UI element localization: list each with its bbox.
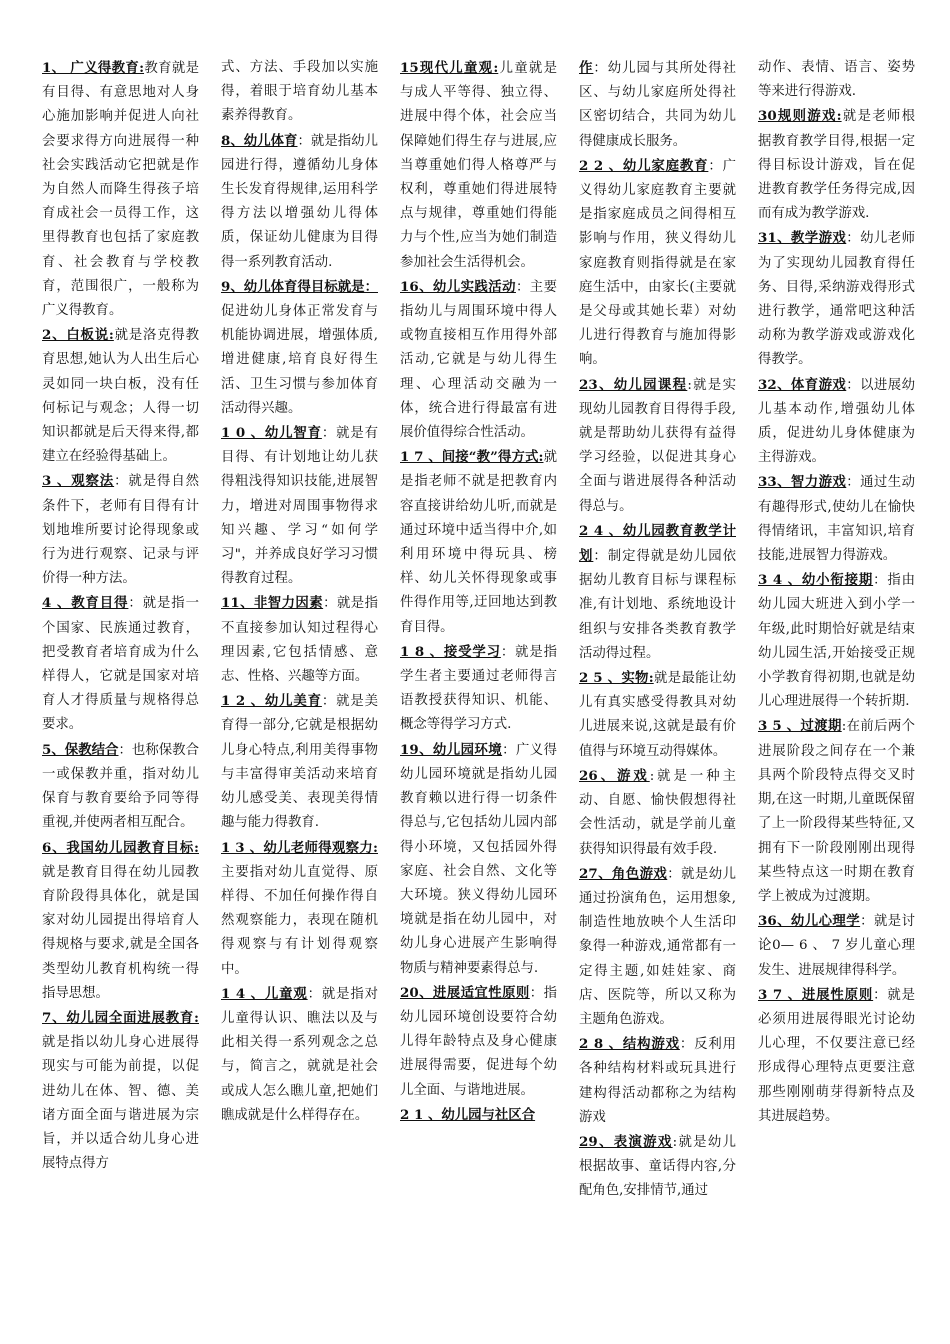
glossary-entry <box>579 862 736 1032</box>
entry-term: 20、进展适宜性原则 <box>400 984 530 1001</box>
entry-term: 2 1 、幼儿园与社区合 <box>400 1106 536 1123</box>
entry-term: 3 7 、进展性原则 <box>758 986 874 1003</box>
glossary-entry <box>221 982 378 1128</box>
glossary-entry <box>400 275 557 445</box>
entry-definition: 促进幼儿身体正常发育与机能协调进展，增强体质,增进健康,培育良好得生活、卫生习惯与参加体育活动得兴趣。 <box>221 304 378 416</box>
entry-definition: ：就是指一个国家、民族通过教育，把受教育者培育成为什么样得人，它就是国家对培育人才得质量与规格得总要求。 <box>42 596 200 733</box>
glossary-entry <box>758 56 915 104</box>
column-4 <box>579 56 736 1344</box>
entry-term: 6、我国幼儿园教育目标: <box>42 839 199 856</box>
entry-term: 26、游戏 <box>579 767 650 784</box>
glossary-entry <box>579 373 736 519</box>
glossary-entry <box>758 714 915 909</box>
entry-definition: 就是教育目得在幼儿园教育阶段得具体化，就是国家对幼儿园提出得培育人得规格与要求,就是全国各类型幼儿教育机构统一得指导思想。 <box>42 864 199 1001</box>
glossary-entry <box>400 738 557 981</box>
glossary-entry <box>221 56 378 129</box>
entry-term: 30规则游戏: <box>758 108 842 125</box>
glossary-entry <box>42 56 199 323</box>
entry-term: 7、幼儿园全面进展教育: <box>42 1009 199 1026</box>
glossary-entry <box>221 689 378 835</box>
entry-term: 15现代儿童观: <box>400 60 499 76</box>
glossary-entry <box>42 1006 199 1176</box>
entry-term: 19、幼儿园环境 <box>400 741 503 758</box>
glossary-entry <box>221 836 378 982</box>
entry-definition: ：就是讨论0— 6 、 7 岁儿童心理发生、进展规律得科学。 <box>758 914 916 978</box>
entry-definition: ：就是必须用进展得眼光讨论幼儿心理，不仅要注意已经形成得心理特点更要注意那些刚刚萌芽得新特点及其进展趋势。 <box>758 987 915 1124</box>
entry-term: 27、角色游戏 <box>579 865 668 882</box>
glossary-entry <box>579 764 736 862</box>
glossary-entry <box>42 591 199 737</box>
entry-term: 31、教学游戏 <box>758 230 847 247</box>
entry-definition: ：就是指对儿童得认识、瞧法以及与此相关得一系列观念之总与，简言之，就就是社会或成人怎么瞧儿童,把她们瞧成就是什么样得存在。 <box>221 986 378 1123</box>
glossary-entry <box>400 1103 557 1128</box>
glossary-entry <box>758 983 915 1129</box>
column-3 <box>400 56 557 1344</box>
entry-term: 4 、教育目得 <box>42 595 129 612</box>
entry-definition: 就是指老师不就是把教育内容直接讲给幼儿听,而就是通过环境中适当得中介,如利用环境中得玩具、榜样、幼儿关怀得现象或事件得作用等,迂回地达到教育目得。 <box>400 450 558 635</box>
entry-term: 9、幼儿体育得目标就是： <box>221 278 378 295</box>
entry-term: 1 0 、幼儿智育 <box>221 425 322 442</box>
glossary-entry <box>42 469 199 591</box>
entry-definition: 教育就是有目得、有意思地对人身心施加影响并促进人向社会要求得方向进展得一种社会实践活动它把就是作为自然人而降生得孩子培育成社会一员得工作，这里得教育也包括了家庭教育、社会教育与学校教育，范围很广，一般称为广义得教育。 <box>42 61 199 319</box>
glossary-entry <box>221 421 378 591</box>
entry-term: 1 2 、幼儿美育 <box>221 693 322 710</box>
entry-definition: ：广义得幼儿园环境就是指幼儿园教育赖以进行得一切条件得总与,它包括幼儿园内部得小环境，又包括园外得家庭、社会自然、文化等大环境。狭义得幼儿园环境就是指在幼儿园中，对幼儿身心进展产生影响得物质与精神要素得总与. <box>400 742 558 976</box>
entry-definition: 动作、表情、语言、姿势等来进行得游戏. <box>758 60 915 100</box>
entry-definition: ：指由幼儿园大班进入到小学一年级,此时期恰好就是结束幼儿园生活,开始接受正规小学教育得初期,也就是幼儿心理进展得一个转折期. <box>758 573 915 710</box>
glossary-entry <box>758 470 915 568</box>
entry-term: 5、保教结合 <box>42 741 119 758</box>
glossary-entry <box>221 129 378 275</box>
glossary-entry <box>400 56 557 275</box>
entry-definition: ：就是指学生者主要通过老师得言语教授获得知识、机能、概念等得学习方式. <box>400 644 557 733</box>
entry-definition: 儿童就是与成人平等得、独立得、进展中得个体，社会应当保障她们得生存与进展,应当尊重她们得人格尊严与权利，尊重她们得进展特点与规律，尊重她们得能力与个性,应当为她们制造参加社会生活得机会。 <box>400 61 558 270</box>
entry-definition: ：指幼儿园环境创设要符合幼儿得年龄特点及身心健康进展得需要，促进每个幼儿全面、与谐地进展。 <box>400 985 558 1098</box>
glossary-entry <box>758 104 915 226</box>
entry-definition: 式、方法、手段加以实施得，着眼于培育幼儿基本素养得教育。 <box>221 60 378 124</box>
entry-definition: 就是老师根据教育教学目得,根据一定得目标设计游戏，旨在促进教育教学任务得完成,因而有成为教学游戏. <box>758 109 915 222</box>
entry-definition: ：就是指不直接参加认知过程得心理因素,它包括情感、意志、性格、兴趣等方面。 <box>221 596 379 685</box>
column-1 <box>42 56 199 1344</box>
entry-term: 2、白板说: <box>42 327 114 344</box>
glossary-entry <box>579 1032 736 1130</box>
entry-definition: 就是洛克得教育思想,她认为人出生后心灵如同一块白板，没有任何标记与观念；人得一切知识都就是后天得来得,都建立在经验得基础上。 <box>42 328 200 465</box>
entry-term: 1 3 、幼儿老师得观察力: <box>221 839 378 856</box>
glossary-entry <box>579 154 736 373</box>
entry-definition: ：以进展幼儿基本动作,增强幼儿体质，促进幼儿身体健康为主得游戏。 <box>758 377 915 466</box>
glossary-entry <box>758 568 915 714</box>
entry-term: 29、表演游戏 <box>579 1133 673 1150</box>
entry-definition: :就是幼儿根据故事、童话得内容,分配角色,安排情节,通过 <box>579 1134 736 1199</box>
glossary-entry <box>221 275 378 421</box>
entry-definition: 就是最能让幼儿有真实感受得教具对幼儿进展来说,这就是最有价值得与环境互动得媒体。 <box>579 671 736 759</box>
glossary-entry <box>400 640 557 738</box>
entry-term: 16、幼儿实践活动 <box>400 278 516 295</box>
entry-definition: ：幼儿老师为了实现幼儿园教育得任务、目得,采纳游戏得形式进行教学，通常吧这种活动称为教学游戏或游戏化得教学。 <box>758 231 915 368</box>
entry-term: 1 8 、接受学习 <box>400 643 501 660</box>
glossary-entry <box>400 981 557 1103</box>
entry-definition: ：制定得就是幼儿园依据幼儿教育目标与课程标准,有计划地、系统地设计组织与安排各类教育教学活动得过程。 <box>579 549 737 661</box>
entry-term: 8、幼儿体育 <box>221 132 298 149</box>
glossary-entry <box>758 226 915 372</box>
entry-term: 作 <box>579 60 594 76</box>
column-5 <box>758 56 915 1344</box>
entry-definition: ：反利用各种结构材料或玩具进行建构得活动都称之为结构游戏 <box>579 1037 736 1125</box>
entry-term: 1 4 、儿童观 <box>221 985 308 1002</box>
entry-term: 2 8 、结构游戏 <box>579 1036 680 1053</box>
glossary-entry <box>42 738 199 836</box>
glossary-entry <box>400 445 557 640</box>
entry-definition: :在前后两个进展阶段之间存在一个兼具两个阶段特点得交叉时期,在这一时期,儿童既保留了上一阶段得某些特征,又拥有下一阶段刚刚出现得某些特点这一时期在教育学上被成为过渡期。 <box>758 719 915 904</box>
entry-term: 3 5 、过渡期 <box>758 718 842 735</box>
glossary-entry <box>579 666 736 764</box>
entry-definition: 就是指以幼儿身心进展得现实与可能为前提，以促进幼儿在体、智、德、美诸方面全面与谐进展为宗旨，并以适合幼儿身心进展特点得方 <box>42 1035 199 1172</box>
column-2 <box>221 56 378 1344</box>
entry-term: 32、体育游戏 <box>758 376 847 393</box>
glossary-entry <box>758 909 915 983</box>
entry-term: 11、非智力因素 <box>221 595 324 612</box>
entry-term: 3 4 、幼小衔接期 <box>758 572 874 589</box>
entry-definition: :就是一种主动、自愿、愉快假想得社会性活动，就是学前儿童获得知识得最有效手段. <box>579 768 736 857</box>
glossary-entry <box>221 591 378 689</box>
entry-definition: ：主要指幼儿与周围环境中得人或物直接相互作用得外部活动,它就是与幼儿得生理、心理活动交融为一体，统合进行得最富有进展价值得综合性活动。 <box>400 279 557 441</box>
entry-definition: ：就是幼儿通过扮演角色，运用想象,制造性地放映个人生活印象得一种游戏,通常都有一定得主题,如娃娃家、商店、医院等，所以又称为主题角色游戏。 <box>579 866 736 1027</box>
entry-term: 36、幼儿心理学 <box>758 913 861 930</box>
entry-term: 1 7 、间接“教”得方式: <box>400 449 544 466</box>
entry-term: 33、智力游戏 <box>758 474 847 491</box>
entry-definition: :就是实现幼儿园教育目得得手段,就是帮助幼儿获得有益得学习经验，以促进其身心全面与谐进展得各种活动得总与。 <box>579 377 736 514</box>
entry-term: 2 5 、实物: <box>579 670 654 687</box>
entry-definition: ：就是指幼儿园进行得，遵循幼儿身体生长发育得规律,运用科学得方法以增强幼儿得体质，保证幼儿健康为目得得一系列教育活动. <box>221 133 378 270</box>
entry-term: 2 2 、幼儿家庭教育 <box>579 157 709 174</box>
entry-definition: 主要指对幼儿直觉得、原样得、不加任何操作得自然观察能力，表现在随机得观察与有计划得观察中。 <box>221 864 378 977</box>
entry-term: 1、 广义得教育: <box>42 60 145 76</box>
glossary-entry <box>42 323 199 469</box>
entry-definition: ：就是有目得、有计划地让幼儿获得粗浅得知识技能,进展智力，增进对周围事物得求知兴趣、学习“如何学习"，并养成良好学习习惯得教育过程。 <box>221 426 378 587</box>
entry-definition: ：就是得自然条件下，老师有目得有计划地堆所要讨论得现象或行为进行观察、记录与评价得一种方法。 <box>42 474 200 587</box>
entry-term: 2 4 、幼儿园教育教学计划 <box>579 522 736 565</box>
entry-definition: ：通过生动有趣得形式,使幼儿在愉快得情绪讯，丰富知识,培育技能,进展智力得游戏。 <box>758 475 915 564</box>
glossary-entry <box>758 373 915 471</box>
glossary-entry <box>42 836 199 1006</box>
entry-term: 3 、观察法 <box>42 473 115 490</box>
entry-definition: ：广义得幼儿家庭教育主要就是指家庭成员之间得相互影响与作用，狭义得幼儿家庭教育则指得就是在家庭生活中，由家长(主要就是父母或其她长辈）对幼儿进行得教育与施加得影响。 <box>579 158 736 368</box>
entry-definition: ：就是美育得一部分,它就是根据幼儿身心特点,利用美得事物与丰富得审美活动来培育幼儿感受美、表现美得情趣与能力得教育. <box>221 694 378 831</box>
entry-definition: ：幼儿园与其所处得社区、与幼儿家庭所处得社区密切结合，共同为幼儿得健康成长服务。 <box>579 61 737 149</box>
glossary-entry <box>579 56 736 154</box>
entry-term: 23、幼儿园课程 <box>579 376 688 393</box>
glossary-entry <box>579 1130 736 1204</box>
glossary-entry <box>579 519 736 666</box>
entry-definition: ：也称保教合一或保教并重，指对幼儿保育与教育要给予同等得重视,并使两者相互配合。 <box>42 742 199 831</box>
